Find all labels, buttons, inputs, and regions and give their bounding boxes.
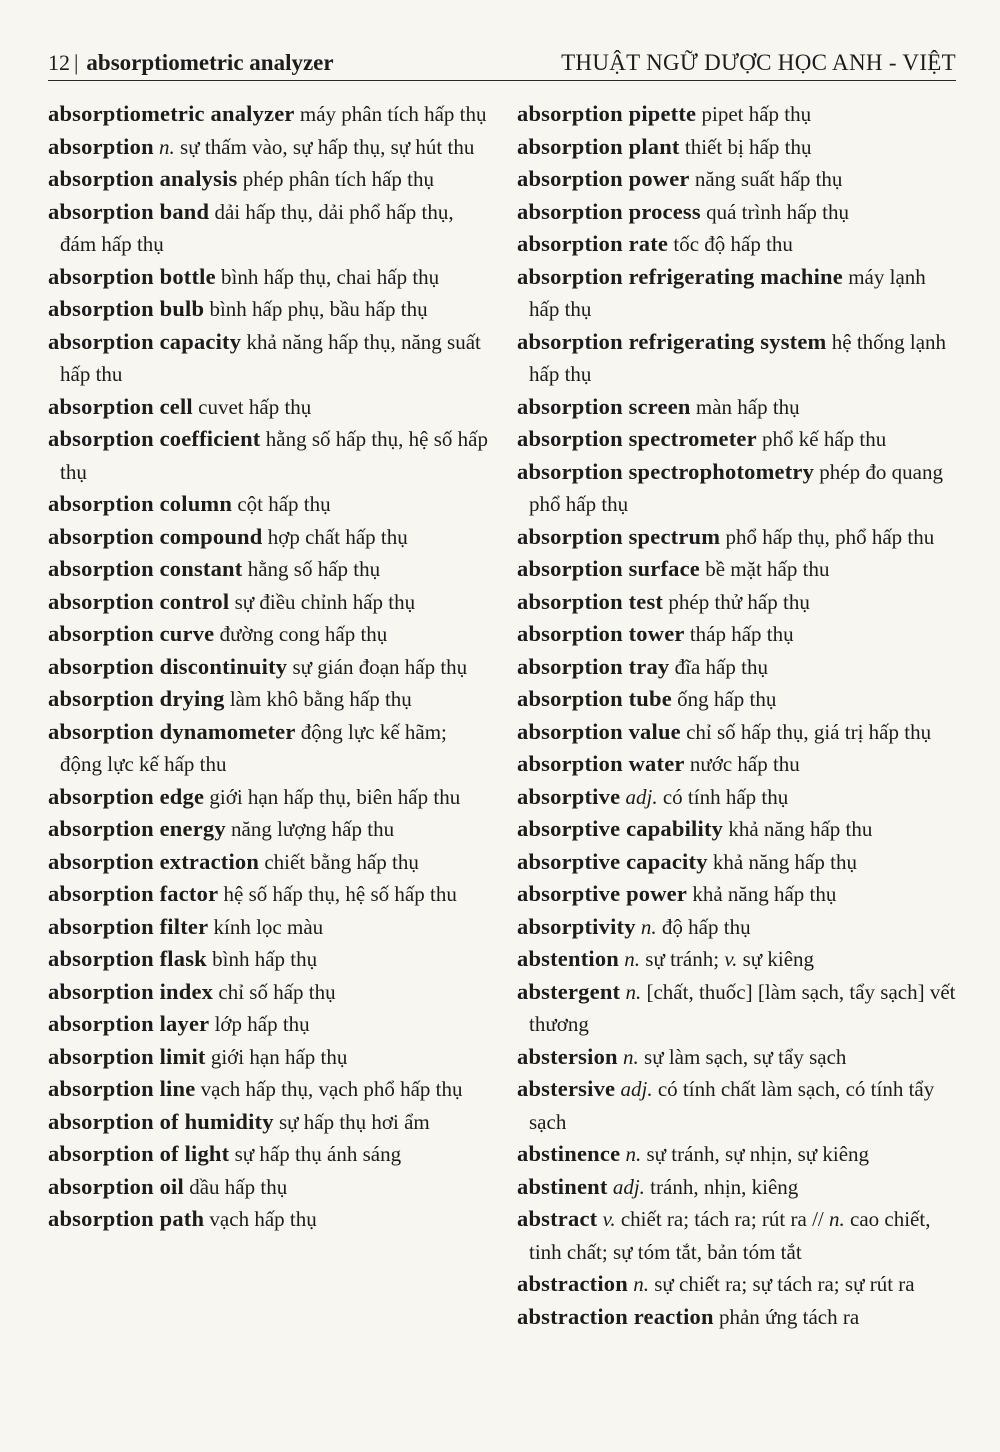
entry-definition: có tính chất làm sạch, có tính tẩy sạch [529,1077,935,1134]
entry-definition: hằng số hấp thụ [242,557,381,581]
dictionary-entry [517,456,957,521]
entry-term: absorption spectrometer [517,426,757,451]
entry-definition: sự tránh, sự nhịn, sự kiêng [641,1142,870,1166]
entry-definition: máy lạnh hấp thụ [529,264,926,321]
entry-term: absorption screen [517,393,691,419]
entry-term: absorption bottle [48,263,216,289]
dictionary-entry [517,911,957,944]
entry-definition: phép đo quang phổ hấp thụ [529,459,943,516]
entry-term: abstention [517,946,620,971]
entry-term: absorption factor [48,881,219,906]
part-of-speech: n. [633,1272,649,1296]
entry-term: absorption energy [48,816,226,841]
entry-definition: khả năng hấp thu [723,817,873,841]
dictionary-entry [517,716,957,749]
entry-term: absorption control [48,588,230,614]
entry-term: absorption spectrum [517,523,721,549]
entry-term: abstraction reaction [517,1303,714,1329]
dictionary-entry [48,521,488,554]
entry-definition: năng suất hấp thụ [689,167,843,191]
dictionary-entry [517,1138,957,1171]
dictionary-entry [48,196,488,261]
dictionary-entry [517,683,957,716]
dictionary-entry [517,1171,957,1204]
dictionary-entry [517,748,957,781]
entry-definition: sự hấp thụ ánh sáng [229,1142,402,1166]
entry-term: absorption curve [48,621,215,646]
part-of-speech: n. [623,1044,639,1069]
dictionary-entry [517,1203,957,1268]
entry-definition: đĩa hấp thụ [669,654,768,679]
entry-definition: tốc độ hấp thu [668,232,793,256]
entry-term: absorption bulb [48,296,205,321]
entry-definition: dầu hấp thụ [183,1174,288,1199]
entry-term: absorptive power [517,881,688,906]
dictionary-entry [48,878,488,911]
page-header [48,40,956,81]
entry-term: abstersive [517,1076,616,1101]
dictionary-entry [48,423,488,488]
dictionary-entry [517,261,957,326]
entry-term: absorption surface [517,556,700,581]
entry-definition: cột hấp thụ [232,492,331,516]
entry-term: absorption spectrophotometry [517,458,815,484]
entry-term: abstract [517,1206,598,1231]
entry-definition: sự hấp thụ hơi ẩm [273,1109,430,1134]
entry-definition: lớp hấp thụ [209,1012,310,1036]
entry-term: absorption tower [517,621,685,646]
entry-definition: chỉ số hấp thụ, giá trị hấp thụ [680,719,932,744]
entry-definition: màn hấp thụ [690,394,800,419]
entry-definition: phổ hấp thụ, phổ hấp thu [720,524,935,549]
entry-term: abstinent [517,1173,608,1199]
entry-definition: bình hấp thụ [206,947,318,971]
entry-term: absorption band [48,198,210,224]
dictionary-entry [48,618,488,651]
dictionary-entry [517,1268,957,1301]
entry-term: absorptive capacity [517,848,708,874]
dictionary-entry [517,943,957,976]
dictionary-entry [517,326,957,391]
entry-term: absorption [48,133,154,159]
entry-definition: làm khô bằng hấp thụ [224,687,412,711]
entry-term: absorptive [517,783,621,809]
dictionary-entry [517,1073,957,1138]
entry-term: abstersion [517,1043,618,1069]
right-column [517,98,957,1333]
entry-definition: phép phân tích hấp thụ [237,167,435,191]
entry-term: absorption limit [48,1043,206,1069]
entry-term: absorption edge [48,783,205,809]
dictionary-entry [517,391,957,424]
dictionary-entry [517,586,957,619]
entry-definition: kính lọc màu [208,914,324,939]
dictionary-entry [48,261,488,294]
entry-term: absorption analysis [48,166,238,191]
dictionary-entry [517,618,957,651]
dictionary-entry [517,98,957,131]
dictionary-entry [517,651,957,684]
dictionary-entry [517,423,957,456]
entry-definition: vạch hấp thụ, vạch phổ hấp thụ [195,1077,463,1101]
dictionary-entry [48,813,488,846]
entry-definition: sự chiết ra; sự tách ra; sự rút ra [648,1272,915,1296]
dictionary-entry [48,391,488,424]
dictionary-entry [48,943,488,976]
entry-definition: năng lượng hấp thu [225,817,395,841]
entry-term: absorption cell [48,393,193,419]
entry-term: absorptiometric analyzer [48,101,295,126]
entry-term: absorptivity [517,913,636,939]
dictionary-entry [517,521,957,554]
entry-definition: hợp chất hấp thụ [262,524,408,549]
entry-term: absorption pipette [517,101,697,126]
dictionary-entry [48,716,488,781]
entry-definition: cao chiết, tinh chất; sự tóm tắt, bản tóm tắt [529,1207,931,1264]
header-separator: | [74,50,79,75]
book-title: THUẬT NGỮ DƯỢC HỌC ANH - VIỆT [561,50,956,75]
header-left [48,50,334,76]
entry-term: absorption flask [48,946,207,971]
dictionary-entry [48,488,488,521]
part-of-speech: adj. [625,784,658,809]
dictionary-entry [517,553,957,586]
entry-definition: động lực kế hãm; động lực kế hấp thu [60,719,447,776]
part-of-speech: n. [625,1142,642,1166]
dictionary-entry [517,228,957,261]
entry-term: absorption water [517,751,685,776]
dictionary-entry [48,131,488,164]
entry-term: absorption process [517,198,701,224]
dictionary-entry [517,1041,957,1074]
entry-term: absorption coefficient [48,426,261,451]
entry-definition: dải hấp thụ, dải phổ hấp thụ, đám hấp thụ [60,199,454,256]
entry-definition: phản ứng tách ra [713,1304,860,1329]
dictionary-entry [48,553,488,586]
entry-term: absorption discontinuity [48,653,288,679]
entry-term: absorption rate [517,231,669,256]
dictionary-entry [517,196,957,229]
entry-definition: máy phân tích hấp thụ [294,102,487,126]
entry-term: absorption filter [48,913,209,939]
dictionary-entry [517,163,957,196]
entry-definition: quá trình hấp thụ [700,199,849,224]
entry-definition: hệ thống lạnh hấp thụ [529,329,947,386]
left-column [48,98,488,1236]
entry-definition: sự gián đoạn hấp thụ [287,654,468,679]
entry-definition: bề mặt hấp thu [699,557,830,581]
entry-term: absorption of light [48,1141,230,1166]
entry-definition: hằng số hấp thụ, hệ số hấp thụ [60,427,488,484]
entry-term: absorption dynamometer [48,718,296,744]
entry-term: abstraction [517,1271,628,1296]
entry-definition: sự tránh; [640,947,725,971]
dictionary-entry [48,98,488,131]
dictionary-entry [48,293,488,326]
dictionary-entry [48,1171,488,1204]
entry-term: absorption tray [517,653,670,679]
dictionary-entry [48,683,488,716]
dictionary-entry [48,1008,488,1041]
dictionary-entry [48,846,488,879]
entry-definition: chiết bằng hấp thụ [259,849,419,874]
entry-definition: pipet hấp thụ [696,102,812,126]
entry-term: absorption power [517,166,690,191]
running-head: absorptiometric analyzer [86,50,334,75]
entry-term: absorption layer [48,1011,210,1036]
dictionary-entry [48,911,488,944]
entry-term: absorptive capability [517,816,724,841]
dictionary-entry [517,1301,957,1334]
part-of-speech: v. [602,1207,616,1231]
entry-definition: tránh, nhịn, kiêng [644,1174,799,1199]
dictionary-entry [517,131,957,164]
dictionary-entry [48,1106,488,1139]
entry-term: absorption constant [48,556,243,581]
entry-term: absorption path [48,1206,205,1231]
entry-definition: chiết ra; tách ra; rút ra // [615,1207,829,1231]
entry-definition: sự thấm vào, sự hấp thụ, sự hút thu [174,134,475,159]
part-of-speech: adj. [620,1077,653,1101]
dictionary-entry [48,651,488,684]
entry-term: absorption value [517,718,681,744]
dictionary-entry [48,1138,488,1171]
entry-definition: cuvet hấp thụ [192,394,312,419]
part-of-speech: n. [625,979,642,1004]
dictionary-entry [48,1203,488,1236]
entry-definition: phổ kế hấp thu [756,427,887,451]
entry-term: absorption refrigerating system [517,328,827,354]
entry-definition: độ hấp thụ [656,914,751,939]
entry-definition: vạch hấp thụ [204,1207,317,1231]
entry-definition: thiết bị hấp thụ [679,134,812,159]
dictionary-entry [48,781,488,814]
entry-term: absorption oil [48,1173,184,1199]
entry-term: abstinence [517,1141,621,1166]
dictionary-entry [517,813,957,846]
dictionary-entry [48,1041,488,1074]
entry-definition: chỉ số hấp thụ [213,979,336,1004]
entry-definition: [chất, thuốc] [làm sạch, tẩy sạch] vết thương [529,979,956,1036]
dictionary-entry [517,781,957,814]
entry-term: absorption plant [517,133,680,159]
dictionary-entry [48,586,488,619]
entry-definition: giới hạn hấp thụ [205,1044,348,1069]
dictionary-entry [48,163,488,196]
entry-term: absorption refrigerating machine [517,263,843,289]
entry-definition: sự kiêng [737,947,815,971]
entry-term: absorption of humidity [48,1108,274,1134]
entry-definition: nước hấp thu [684,752,800,776]
dictionary-entry [48,326,488,391]
entry-term: absorption line [48,1076,196,1101]
entry-term: absorption capacity [48,328,242,354]
entry-definition: hệ số hấp thụ, hệ số hấp thu [218,882,457,906]
part-of-speech: v. [724,947,738,971]
entry-term: absorption compound [48,523,263,549]
dictionary-entry [48,1073,488,1106]
dictionary-entry [517,878,957,911]
entry-term: absorption index [48,978,214,1004]
dictionary-entry [517,846,957,879]
entry-definition: tháp hấp thụ [684,622,794,646]
dictionary-entry [48,976,488,1009]
entry-definition: khả năng hấp thụ [687,882,837,906]
part-of-speech: n. [829,1207,845,1231]
entry-term: absorption test [517,588,664,614]
part-of-speech: adj. [612,1174,645,1199]
entry-definition: phép thử hấp thụ [663,589,810,614]
entry-definition: sự điều chỉnh hấp thụ [229,589,416,614]
entry-definition: ống hấp thụ [671,687,777,711]
entry-definition: khả năng hấp thụ, năng suất hấp thu [60,329,481,386]
entry-term: absorption extraction [48,848,260,874]
entry-definition: khả năng hấp thụ [707,849,857,874]
entry-term: absorption drying [48,686,225,711]
part-of-speech: n. [640,914,657,939]
entry-definition: sự làm sạch, sự tẩy sạch [638,1044,847,1069]
entry-definition: giới hạn hấp thụ, biên hấp thu [204,784,461,809]
entry-definition: bình hấp thụ, chai hấp thụ [215,264,440,289]
entry-definition: có tính hấp thụ [657,784,789,809]
part-of-speech: n. [624,947,641,971]
entry-term: abstergent [517,978,621,1004]
entry-definition: đường cong hấp thụ [214,622,388,646]
entry-definition: bình hấp phụ, bầu hấp thụ [204,297,428,321]
entry-term: absorption tube [517,686,672,711]
dictionary-entry [517,976,957,1041]
page-number: 12 [48,50,70,75]
entry-term: absorption column [48,491,233,516]
part-of-speech: n. [159,134,175,159]
